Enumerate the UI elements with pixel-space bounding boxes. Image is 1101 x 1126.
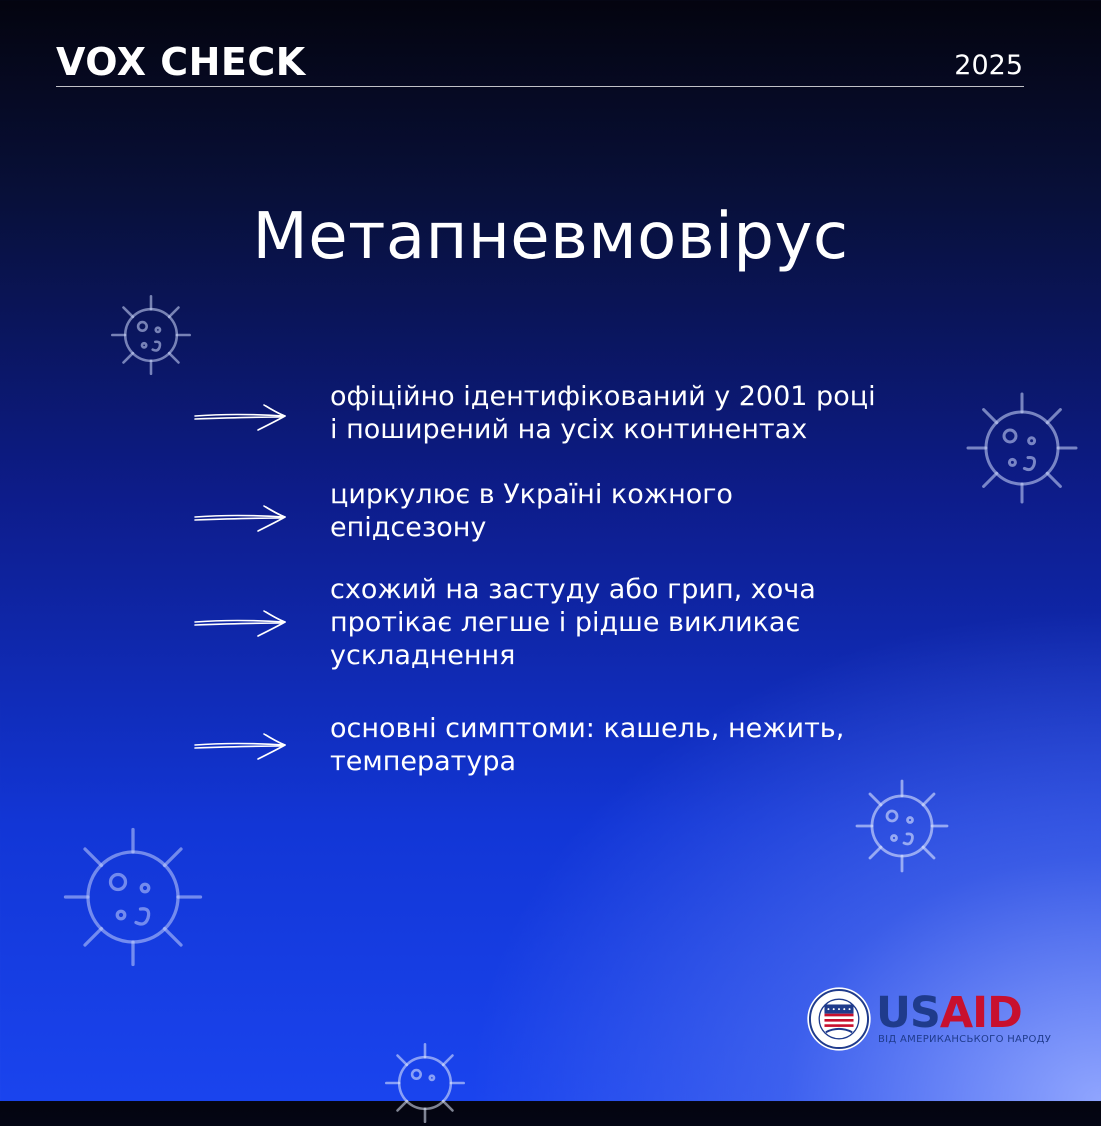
fact-line: протікає легше і рідше викликає: [330, 607, 801, 638]
usaid-us: US: [876, 988, 940, 1038]
year-label: 2025: [954, 50, 1023, 81]
fact-item: [330, 573, 930, 672]
usaid-aid: AID: [939, 988, 1022, 1038]
virus-icon: [852, 776, 952, 876]
arrow-icon: [192, 402, 288, 432]
fact-line: ускладнення: [330, 640, 516, 671]
fact-line: температура: [330, 746, 517, 777]
fact-item: [330, 712, 930, 778]
brand-logo-text: VOX CHECK: [56, 40, 306, 84]
page-title: Метапневмовірус: [252, 200, 849, 274]
fact-line: і поширений на усіх континентах: [330, 414, 808, 445]
virus-icon: [382, 1040, 468, 1126]
fact-line: основні симптоми: кашель, нежить,: [330, 713, 845, 744]
header-divider: [56, 86, 1024, 87]
fact-line: епідсезону: [330, 512, 487, 543]
fact-line: схожий на застуду або грип, хоча: [330, 574, 816, 605]
fact-line: циркулює в Україні кожного: [330, 479, 733, 510]
virus-icon: [58, 822, 208, 972]
arrow-icon: [192, 731, 288, 761]
virus-icon: [108, 292, 194, 378]
virus-icon: [962, 388, 1082, 508]
usaid-seal-icon: [806, 986, 872, 1052]
arrow-icon: [192, 608, 288, 638]
fact-item: [330, 478, 930, 544]
arrow-icon: [192, 503, 288, 533]
usaid-tagline: ВІД АМЕРИКАНСЬКОГО НАРОДУ: [878, 1034, 1052, 1045]
usaid-wordmark: [876, 988, 1022, 1038]
fact-line: офіційно ідентифікований у 2001 році: [330, 381, 876, 412]
fact-item: [330, 380, 930, 446]
